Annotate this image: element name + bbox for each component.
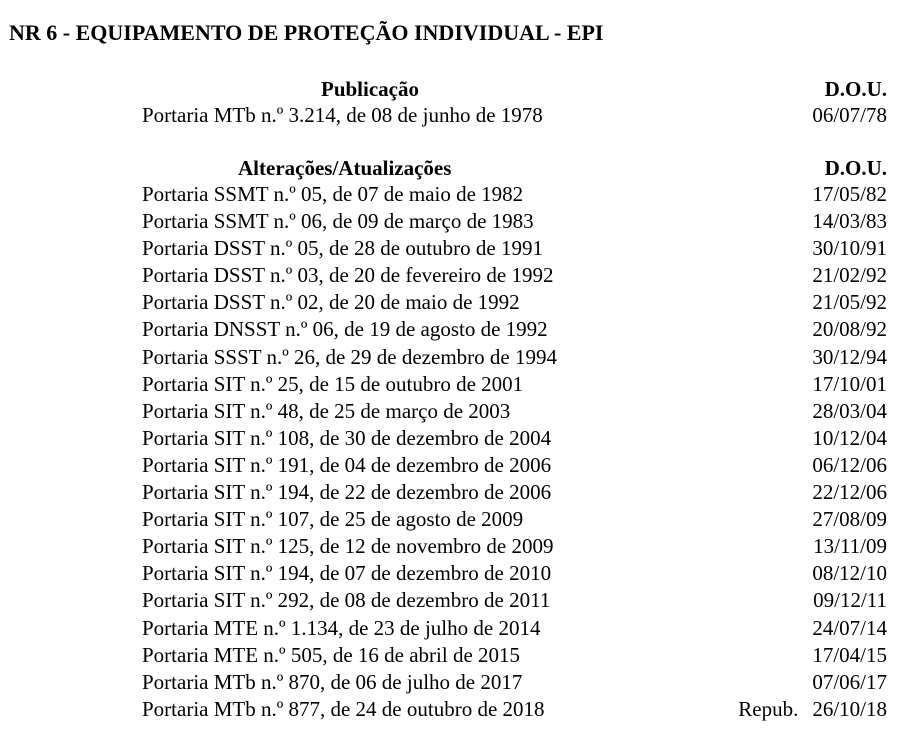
amendment-date: 21/02/92 (812, 263, 887, 288)
amendment-description: Portaria SSMT n.º 06, de 09 de março de 1983 (142, 209, 534, 234)
amendment-date: 10/12/04 (812, 425, 887, 450)
amendment-description: Portaria DNSST n.º 06, de 19 de agosto de 1992 (142, 317, 548, 342)
amendment-date: 07/06/17 (812, 669, 887, 694)
amendment-description: Portaria MTE n.º 1.134, de 23 de julho de 2014 (142, 615, 541, 640)
amendment-date-cell (812, 316, 887, 343)
amendment-date-cell (812, 181, 887, 208)
amendment-date-cell (813, 533, 887, 560)
amendment-date-cell (812, 208, 887, 235)
amendment-description: Portaria MTb n.º 877, de 24 de outubro de 2018 (142, 696, 545, 721)
document-title: NR 6 - EQUIPAMENTO DE PROTEÇÃO INDIVIDUAL - EPI (9, 20, 604, 45)
amendment-date-cell (812, 262, 887, 289)
amendment-row (0, 479, 909, 506)
amendment-description: Portaria DSST n.º 05, de 28 de outubro de 1991 (142, 236, 543, 261)
amendment-row (0, 316, 909, 343)
publication-header-row (0, 77, 909, 102)
publication-section (0, 77, 909, 129)
amendment-description: Portaria SIT n.º 107, de 25 de agosto de 2009 (142, 507, 524, 532)
amendment-date-cell (812, 479, 887, 506)
amendments-dou-heading: D.O.U. (824, 156, 887, 180)
publication-heading: Publicação (321, 77, 419, 101)
amendment-row (0, 344, 909, 371)
amendment-row (0, 669, 909, 696)
amendment-description: Portaria SSST n.º 26, de 29 de dezembro de 1994 (142, 344, 557, 369)
amendment-description: Portaria SIT n.º 194, de 22 de dezembro de 2006 (142, 480, 552, 505)
amendment-date-cell (812, 371, 887, 398)
amendment-date-cell (812, 452, 887, 479)
amendment-date: 27/08/09 (812, 507, 887, 532)
amendment-date-cell (812, 669, 887, 696)
amendment-date-cell (812, 615, 887, 642)
amendment-date-cell (812, 398, 887, 425)
amendment-description: Portaria DSST n.º 02, de 20 de maio de 1992 (142, 290, 520, 315)
amendment-row (0, 506, 909, 533)
amendment-description: Portaria SIT n.º 194, de 07 de dezembro de 2010 (142, 561, 552, 586)
amendment-date: 17/10/01 (812, 371, 887, 396)
amendment-row (0, 289, 909, 316)
publication-date: 06/07/78 (812, 103, 887, 127)
amendment-description: Portaria SIT n.º 292, de 08 de dezembro de 2011 (142, 588, 551, 613)
amendment-row (0, 398, 909, 425)
amendment-date: 08/12/10 (812, 561, 887, 586)
amendment-date: 26/10/18 (812, 696, 887, 721)
publication-description: Portaria MTb n.º 3.214, de 08 de junho de 1978 (142, 103, 543, 127)
amendment-date: 24/07/14 (812, 615, 887, 640)
amendment-date-cell (812, 235, 887, 262)
amendment-row (0, 425, 909, 452)
amendment-date: 30/12/94 (812, 344, 887, 369)
amendment-row (0, 642, 909, 669)
amendment-date-cell (813, 587, 887, 614)
amendment-date: 17/05/82 (812, 182, 887, 206)
amendment-description: Portaria MTE n.º 505, de 16 de abril de 2015 (142, 642, 521, 667)
publication-row (0, 102, 909, 129)
amendment-date-cell (812, 425, 887, 452)
amendment-date: 21/05/92 (812, 290, 887, 315)
amendment-description: Portaria SIT n.º 108, de 30 de dezembro de 2004 (142, 425, 552, 450)
amendment-date: 14/03/83 (812, 209, 887, 234)
amendment-description: Portaria SIT n.º 25, de 15 de outubro de 2001 (142, 371, 524, 396)
amendment-description: Portaria DSST n.º 03, de 20 de fevereiro de 1992 (142, 263, 554, 288)
amendment-description: Portaria SIT n.º 125, de 12 de novembro de 2009 (142, 534, 554, 559)
amendment-description: Portaria MTb n.º 870, de 06 de julho de 2017 (142, 669, 523, 694)
amendment-date: 22/12/06 (812, 480, 887, 505)
amendment-date-cell (812, 506, 887, 533)
amendment-row (0, 587, 909, 614)
amendment-description: Portaria SSMT n.º 05, de 07 de maio de 1982 (142, 182, 524, 206)
amendment-row (0, 235, 909, 262)
amendment-row (0, 371, 909, 398)
amendment-date: 09/12/11 (813, 588, 887, 613)
amendment-date-cell (812, 289, 887, 316)
amendment-date: 28/03/04 (812, 398, 887, 423)
amendment-row (0, 533, 909, 560)
amendment-description: Portaria SIT n.º 48, de 25 de março de 2003 (142, 398, 511, 423)
amendment-row (0, 615, 909, 642)
amendments-list (0, 181, 909, 723)
amendment-date-cell (812, 642, 887, 669)
amendments-heading: Alterações/Atualizações (238, 156, 452, 180)
republication-note: Repub. (738, 696, 799, 721)
amendment-row (0, 262, 909, 289)
amendment-date: 20/08/92 (812, 317, 887, 342)
amendment-row (0, 560, 909, 587)
amendment-date-cell (812, 560, 887, 587)
amendment-row (0, 208, 909, 235)
amendment-date-cell (812, 344, 887, 371)
amendment-row (0, 696, 909, 723)
amendments-header-row (0, 156, 909, 181)
publication-dou-heading: D.O.U. (824, 77, 887, 101)
amendment-row (0, 452, 909, 479)
amendment-row (0, 181, 909, 208)
amendment-date: 30/10/91 (812, 236, 887, 261)
amendments-section (0, 156, 909, 723)
amendment-date: 13/11/09 (813, 534, 887, 559)
amendment-date: 06/12/06 (812, 452, 887, 477)
amendment-date-cell (738, 696, 887, 723)
amendment-description: Portaria SIT n.º 191, de 04 de dezembro de 2006 (142, 452, 552, 477)
amendment-date: 17/04/15 (812, 642, 887, 667)
